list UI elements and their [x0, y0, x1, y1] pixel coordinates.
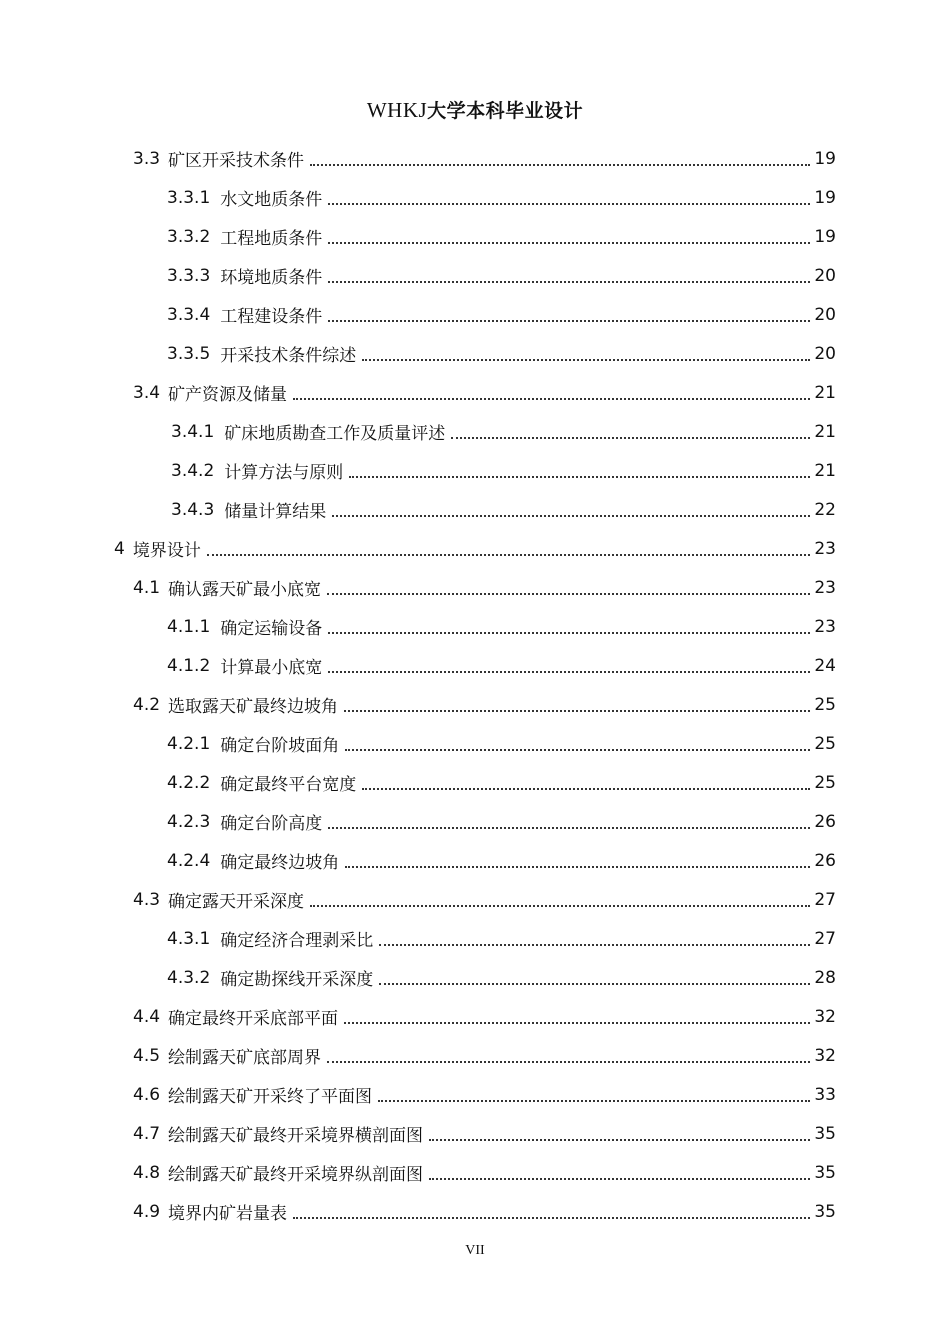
page-header [0, 96, 950, 123]
toc-entry[interactable] [167, 724, 836, 763]
toc-entry-title: 绘制露天矿底部周界 [168, 1048, 322, 1068]
toc-entry-page: 25 [814, 694, 836, 715]
toc-entry-title: 确定最终边坡角 [220, 853, 340, 873]
toc-entry-title: 境界设计 [132, 541, 201, 561]
toc-entry[interactable] [167, 295, 836, 334]
toc-entry-page: 32 [814, 1006, 836, 1027]
toc-entry-number: 3.4.3 [171, 499, 215, 520]
toc-entry-title: 绘制露天矿最终开采境界纵剖面图 [168, 1165, 424, 1185]
page-number: VII [465, 1243, 485, 1258]
dot-leader [327, 592, 810, 595]
toc-entry-page: 21 [814, 421, 836, 442]
toc-entry-number: 3.4.2 [171, 460, 215, 481]
toc-entry-title: 计算方法与原则 [224, 463, 344, 483]
toc-entry-title: 矿床地质勘查工作及质量评述 [224, 424, 446, 444]
toc-entry[interactable] [167, 841, 836, 880]
toc-entry[interactable] [133, 685, 836, 724]
toc-entry[interactable] [133, 568, 836, 607]
toc-entry-number: 4.5 [133, 1045, 161, 1066]
toc-entry[interactable] [171, 451, 836, 490]
toc-entry-title: 确定运输设备 [220, 619, 323, 639]
toc-entry-page: 21 [814, 382, 836, 403]
dot-leader [310, 904, 810, 907]
toc-entry[interactable] [167, 802, 836, 841]
toc-entry[interactable] [133, 1036, 836, 1075]
toc-entry[interactable] [133, 997, 836, 1036]
toc-entry-page: 19 [814, 226, 836, 247]
toc-entry[interactable] [171, 490, 836, 529]
toc-entry-page: 21 [814, 460, 836, 481]
toc-entry-page: 23 [814, 577, 836, 598]
toc-entry-title: 确定勘探线开采深度 [220, 970, 374, 990]
toc-entry-number: 4.3.2 [167, 967, 211, 988]
toc-entry-page: 25 [814, 733, 836, 754]
toc-entry-title: 工程地质条件 [220, 229, 323, 249]
toc-entry-number: 4.2.2 [167, 772, 211, 793]
toc-entry-number: 3.3.5 [167, 343, 211, 364]
dot-leader [362, 787, 810, 790]
toc-entry-page: 24 [814, 655, 836, 676]
dot-leader [345, 865, 810, 868]
toc-entry-title: 确定经济合理剥采比 [220, 931, 374, 951]
dot-leader [378, 1099, 810, 1102]
toc-entry[interactable] [167, 607, 836, 646]
toc-entry-number: 4.6 [133, 1084, 161, 1105]
toc-entry-title: 选取露天矿最终边坡角 [168, 697, 339, 717]
dot-leader [328, 670, 810, 673]
toc-entry-number: 4.4 [133, 1006, 161, 1027]
toc-entry-title: 绘制露天矿最终开采境界横剖面图 [168, 1126, 424, 1146]
dot-leader [345, 748, 810, 751]
toc-entry[interactable] [133, 1153, 836, 1192]
toc-entry-number: 3.3.3 [167, 265, 211, 286]
toc-entry-title: 境界内矿岩量表 [168, 1204, 288, 1224]
dot-leader [328, 241, 810, 244]
toc-entry[interactable] [133, 1114, 836, 1153]
dot-leader [328, 631, 810, 634]
toc-entry-title: 确认露天矿最小底宽 [168, 580, 322, 600]
toc-entry-number: 4.3.1 [167, 928, 211, 949]
dot-leader [310, 163, 810, 166]
toc-entry-title: 确定最终平台宽度 [220, 775, 357, 795]
dot-leader [349, 475, 810, 478]
toc-entry-title: 确定台阶高度 [220, 814, 323, 834]
toc-entry-number: 3.3 [133, 148, 161, 169]
toc-entry[interactable] [171, 412, 836, 451]
dot-leader [328, 319, 810, 322]
toc-entry-page: 23 [814, 538, 836, 559]
toc-entry-title: 矿区开采技术条件 [168, 151, 305, 171]
toc-entry-page: 33 [814, 1084, 836, 1105]
toc-entry[interactable] [114, 529, 836, 568]
toc-entry-title: 储量计算结果 [224, 502, 327, 522]
toc-entry-number: 4.3 [133, 889, 161, 910]
toc-entry-title: 绘制露天矿开采终了平面图 [168, 1087, 373, 1107]
toc-entry-page: 35 [814, 1201, 836, 1222]
toc-entry-page: 28 [814, 967, 836, 988]
dot-leader [293, 397, 810, 400]
toc-entry-page: 25 [814, 772, 836, 793]
toc-entry-number: 3.3.1 [167, 187, 211, 208]
dot-leader [293, 1216, 810, 1219]
toc-entry[interactable] [133, 1192, 836, 1231]
toc-entry-title: 环境地质条件 [220, 268, 323, 288]
dot-leader [429, 1177, 810, 1180]
toc-entry-page: 19 [814, 148, 836, 169]
toc-entry-number: 4.1.2 [167, 655, 211, 676]
dot-leader [429, 1138, 810, 1141]
toc-entry-page: 35 [814, 1162, 836, 1183]
toc-entry-number: 3.4 [133, 382, 161, 403]
toc-entry[interactable] [167, 334, 836, 373]
toc-entry-number: 4.1 [133, 577, 161, 598]
toc-entry-number: 4.8 [133, 1162, 161, 1183]
toc-entry-number: 4.2 [133, 694, 161, 715]
dot-leader [328, 826, 810, 829]
toc-entry-page: 27 [814, 889, 836, 910]
toc-entry-page: 27 [814, 928, 836, 949]
toc-entry-page: 20 [814, 343, 836, 364]
toc-entry[interactable] [133, 880, 836, 919]
toc-entry-number: 4.7 [133, 1123, 161, 1144]
toc-entry[interactable] [167, 646, 836, 685]
toc-entry[interactable] [167, 217, 836, 256]
dot-leader [207, 553, 811, 556]
toc-entry-title: 确定露天开采深度 [168, 892, 305, 912]
toc-entry[interactable] [167, 763, 836, 802]
toc-entry-page: 20 [814, 304, 836, 325]
toc-entry-page: 20 [814, 265, 836, 286]
toc-entry-page: 19 [814, 187, 836, 208]
toc-entry-title: 矿产资源及储量 [168, 385, 288, 405]
toc-entry[interactable] [133, 373, 836, 412]
dot-leader [451, 436, 810, 439]
toc-entry[interactable] [167, 256, 836, 295]
toc-entry-number: 3.3.2 [167, 226, 211, 247]
toc-entry-title: 工程建设条件 [220, 307, 323, 327]
toc-entry-title: 确定台阶坡面角 [220, 736, 340, 756]
toc-entry-title: 水文地质条件 [220, 190, 323, 210]
toc-entry-title: 计算最小底宽 [220, 658, 323, 678]
toc-entry-number: 4.2.3 [167, 811, 211, 832]
dot-leader [328, 202, 810, 205]
dot-leader [362, 358, 810, 361]
dot-leader [328, 280, 810, 283]
toc-entry[interactable] [133, 1075, 836, 1114]
toc-entry-number: 4.1.1 [167, 616, 211, 637]
toc-entry-number: 4.2.4 [167, 850, 211, 871]
dot-leader [379, 982, 810, 985]
toc-entry-title: 确定最终开采底部平面 [168, 1009, 339, 1029]
dot-leader [344, 1021, 810, 1024]
dot-leader [344, 709, 810, 712]
dot-leader [379, 943, 810, 946]
toc-entry-number: 4.9 [133, 1201, 161, 1222]
dot-leader [327, 1060, 810, 1063]
toc-entry[interactable] [167, 958, 836, 997]
toc-entry-page: 35 [814, 1123, 836, 1144]
toc-entry-number: 3.3.4 [167, 304, 211, 325]
dot-leader [332, 514, 810, 517]
header-title: 大学本科毕业设计 [427, 100, 584, 122]
toc-entry-page: 22 [814, 499, 836, 520]
toc-entry[interactable] [133, 139, 836, 178]
toc-entry-page: 26 [814, 811, 836, 832]
toc-entry[interactable] [167, 178, 836, 217]
toc-entry-number: 4.2.1 [167, 733, 211, 754]
toc-entry-number: 4 [114, 538, 125, 559]
toc-entry-page: 23 [814, 616, 836, 637]
toc-entry-number: 3.4.1 [171, 421, 215, 442]
toc-entry-page: 26 [814, 850, 836, 871]
toc-entry-title: 开采技术条件综述 [220, 346, 357, 366]
toc-entry[interactable] [167, 919, 836, 958]
header-latin: WHKJ [366, 98, 428, 122]
toc-entry-page: 32 [814, 1045, 836, 1066]
